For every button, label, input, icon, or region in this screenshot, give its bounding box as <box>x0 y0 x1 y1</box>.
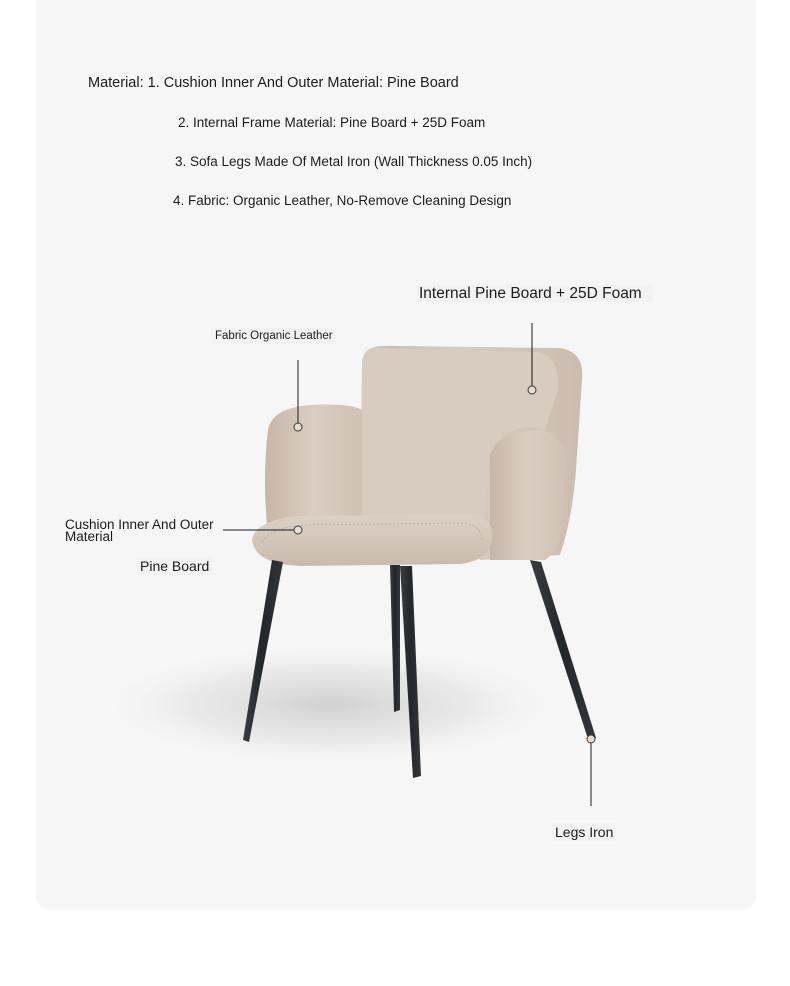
callout-foam-label: Internal Pine Board + 25D Foam <box>417 285 653 302</box>
callout-dot-legs <box>587 735 595 743</box>
callout-dot-cushion <box>294 526 302 534</box>
callout-dot-leather <box>294 423 302 431</box>
callout-legs-label: Legs Iron <box>552 823 616 841</box>
callout-cushion-label: Cushion Inner And Outer Material <box>65 517 214 544</box>
callout-dot-foam <box>528 386 536 394</box>
chair-arm-left <box>265 405 362 535</box>
callout-pine-label: Pine Board <box>137 557 212 575</box>
spec-line-4: 4. Fabric: Organic Leather, No-Remove Cleaning Design <box>173 193 512 208</box>
spec-line-1: Material: 1. Cushion Inner And Outer Material: Pine Board <box>88 75 459 91</box>
callout-leather-label: Fabric Organic Leather <box>212 328 336 344</box>
spec-line-2: 2. Internal Frame Material: Pine Board + 25D Foam <box>178 115 486 130</box>
spec-line-3: 3. Sofa Legs Made Of Metal Iron (Wall Thickness 0.05 Inch) <box>175 154 533 169</box>
floor-shadow <box>95 643 565 767</box>
chair-seat <box>252 514 492 566</box>
chair-arm-right <box>490 430 565 560</box>
